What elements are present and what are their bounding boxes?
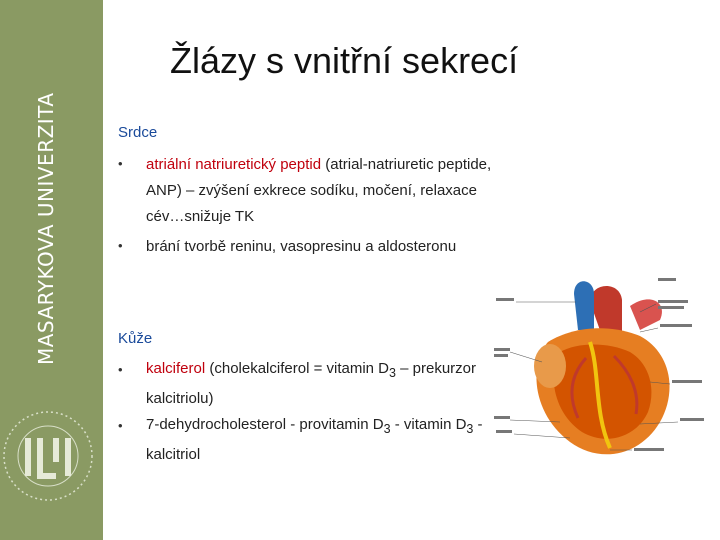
bullet-marker: • — [118, 238, 123, 253]
bullet-text: (cholekalciferol = vitamin D — [205, 360, 390, 377]
heart-illustration — [490, 272, 712, 468]
bullet-text: - kalcitriol — [146, 416, 483, 463]
bullet-marker: • — [118, 362, 123, 377]
bullet-text: – prekurzor kalcitriolu) — [146, 360, 477, 407]
page-title: Žlázy s vnitřní sekrecí — [170, 40, 519, 81]
sidebar-band — [0, 0, 103, 540]
bullet-text: (atrial-natriuretic peptide, ANP) – zvýšení exkrece sodíku, močení, relaxace cév…snižuje TK — [146, 156, 492, 225]
highlight-term: atriální natriuretický peptid — [146, 156, 322, 173]
bullet-renin — [146, 234, 506, 260]
university-seal — [0, 398, 96, 508]
bullet-text: brání tvorbě reninu, vasopresinu a aldosteronu — [146, 238, 457, 255]
highlight-term: kalciferol — [146, 360, 206, 377]
bullet-marker: • — [118, 418, 123, 433]
bullet-marker: • — [118, 156, 123, 171]
bullet-text: - vitamin D — [390, 416, 467, 433]
bullet-dehydrocholesterol — [146, 412, 491, 468]
subscript: 3 — [389, 366, 396, 380]
subscript: 3 — [466, 422, 474, 436]
section-heading-srdce: Srdce — [118, 124, 158, 141]
bullet-text: 7-dehydrocholesterol - provitamin D — [146, 416, 384, 433]
bullet-anp — [146, 152, 506, 230]
university-name: MASARYKOVA UNIVERZITA — [34, 92, 58, 365]
subscript: 3 — [383, 422, 391, 436]
section-heading-kuze: Kůže — [118, 330, 153, 347]
bullet-kalciferol — [146, 356, 476, 412]
